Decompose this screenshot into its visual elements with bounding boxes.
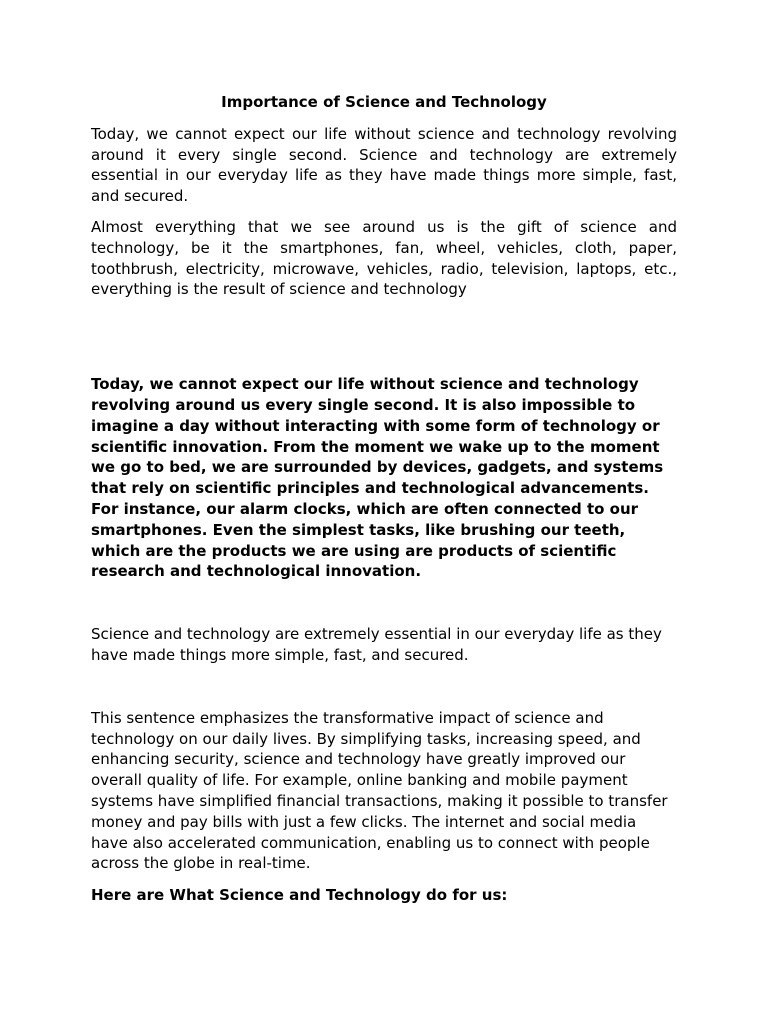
paragraph-intro: Today, we cannot expect our life without science and technology revolving around it every single second. Science and technology are extremely essential in our everyday life as they have made things more simple, fast, and secured. <box>91 124 677 206</box>
paragraph-essential: Science and technology are extremely essential in our everyday life as they have made things more simple, fast, and secured. <box>91 625 662 664</box>
paragraph-transformative-impact: This sentence emphasizes the transformative impact of science and technology on our daily lives. By simplifying tasks, increasing speed, and enhancing security, science and technology have greatly improved our overall quality of life. For example, online banking and mobile payment systems have simplified financial transactions, making it possible to transfer money and pay bills with just a few clicks. The internet and social media have also accelerated communication, enabling us to connect with people across the globe in real-time. <box>91 708 668 873</box>
paragraph-gifts: Almost everything that we see around us is the gift of science and technology, be it the smartphones, fan, wheel, vehicles, cloth, paper, toothbrush, electricity, microwave, vehicles, radio, television, laptops, etc., everything is the result of science and technology <box>91 217 677 299</box>
document-title: Importance of Science and Technology <box>221 93 547 111</box>
paragraph-bold-daily-life: Today, we cannot expect our life without science and technology revolving around us every single second. It is also impossible to imagine a day without interacting with some form of technology or scientific innovation. From the moment we wake up to the moment we go to bed, we are surrounded by devices, gadgets, and systems that rely on scientific principles and technological advancements. For instance, our alarm clocks, which are often connected to our smartphones. Even the simplest tasks, like brushing our teeth, which are the products we are using are products of scientific research and technological innovation. <box>91 375 664 581</box>
section-subheading: Here are What Science and Technology do for us: <box>91 886 508 905</box>
